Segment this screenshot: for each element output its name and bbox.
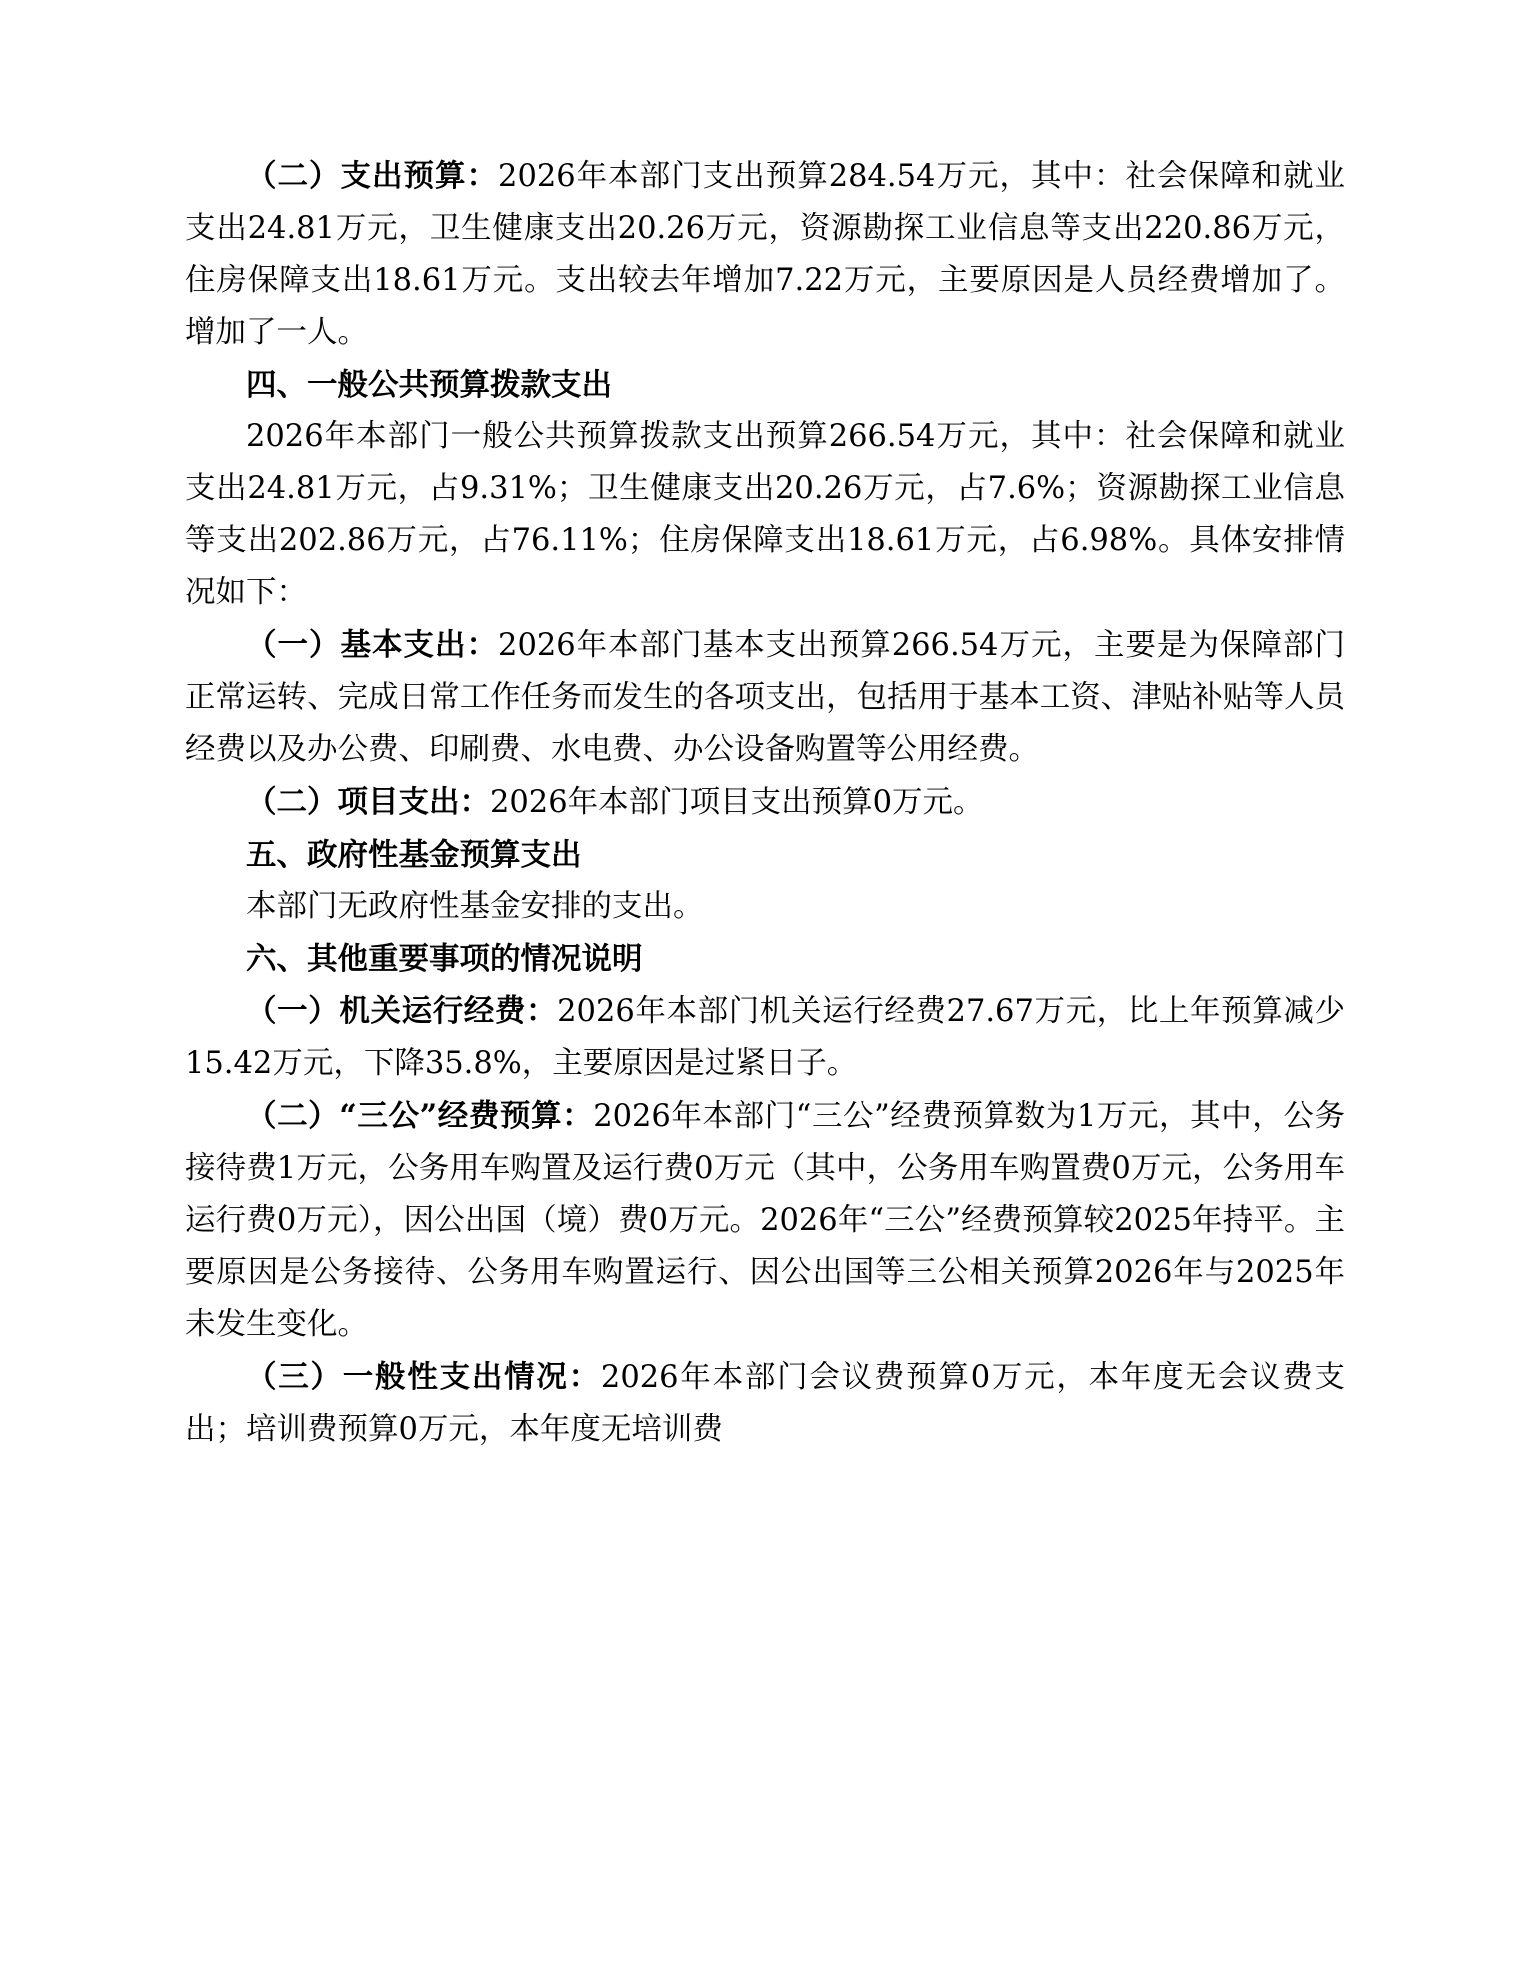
document-body <box>185 150 1345 1456</box>
section-expenditure-budget <box>185 150 1345 359</box>
heading-five: 五、政府性基金预算支出 <box>246 837 582 873</box>
section-project-expenditure <box>185 776 1345 829</box>
section-basic-expenditure-lead: （一）基本支出： <box>246 627 499 663</box>
section-basic-expenditure <box>185 619 1345 776</box>
section-agency-operating-cost <box>185 985 1345 1090</box>
section-expenditure-budget-lead: （二）支出预算： <box>246 158 499 194</box>
heading-six: 六、其他重要事项的情况说明 <box>246 941 643 977</box>
section-project-expenditure-lead: （二）项目支出： <box>246 784 490 820</box>
section-three-public-expenses-lead: （二）“三公”经费预算： <box>246 1098 594 1134</box>
section-general-expenditure <box>185 1351 1345 1456</box>
section-basic-expenditure-text: 2026年本部门基本支出预算266.54万元，主要是为保障部门正常运转、完成日常工作任务而发生的各项支出，包括用于基本工资、津贴补贴等人员经费以及办公费、印刷费、水电费、办公设备购置等公用经费。 <box>185 628 1346 767</box>
section-three-public-expenses-text: 2026年本部门“三公”经费预算数为1万元，其中，公务接待费1万元，公务用车购置及运行费0万元（其中，公务用车购置费0万元，公务用车运行费0万元），因公出国（境）费0万元。2026年“三公”经费预算较2025年持平。主要原因是公务接待、公务用车购置运行、因公出国等三公相关预算2026年与2025年未发生变化。 <box>185 1099 1345 1342</box>
section-agency-operating-cost-lead: （一）机关运行经费： <box>246 993 558 1029</box>
section-general-expenditure-lead: （三）一般性支出情况： <box>246 1359 601 1395</box>
section-general-expenditure-text: 2026年本部门会议费预算0万元，本年度无会议费支出；培训费预算0万元，本年度无培训费 <box>185 1360 1346 1447</box>
para-government-fund: 本部门无政府性基金安排的支出。 <box>246 889 704 924</box>
section-three-public-expenses <box>185 1090 1345 1351</box>
section-expenditure-budget-text: 2026年本部门支出预算284.54万元，其中：社会保障和就业支出24.81万元，卫生健康支出20.26万元，资源勘探工业信息等支出220.86万元，住房保障支出18.61万元。支出较去年增加7.22万元，主要原因是人员经费增加了。增加了一人。 <box>185 159 1346 350</box>
heading-four: 四、一般公共预算拨款支出 <box>246 367 612 403</box>
para-general-public-budget: 2026年本部门一般公共预算拨款支出预算266.54万元，其中：社会保障和就业支出24.81万元，占9.31%；卫生健康支出20.26万元，占7.6%；资源勘探工业信息等支出202.86万元，占76.11%；住房保障支出18.61万元，占6.98%。具体安排情况如下： <box>185 419 1345 610</box>
section-agency-operating-cost-text: 2026年本部门机关运行经费27.67万元，比上年预算减少15.42万元，下降35.8%，主要原因是过紧日子。 <box>185 994 1346 1081</box>
section-project-expenditure-text: 2026年本部门项目支出预算0万元。 <box>490 785 984 820</box>
